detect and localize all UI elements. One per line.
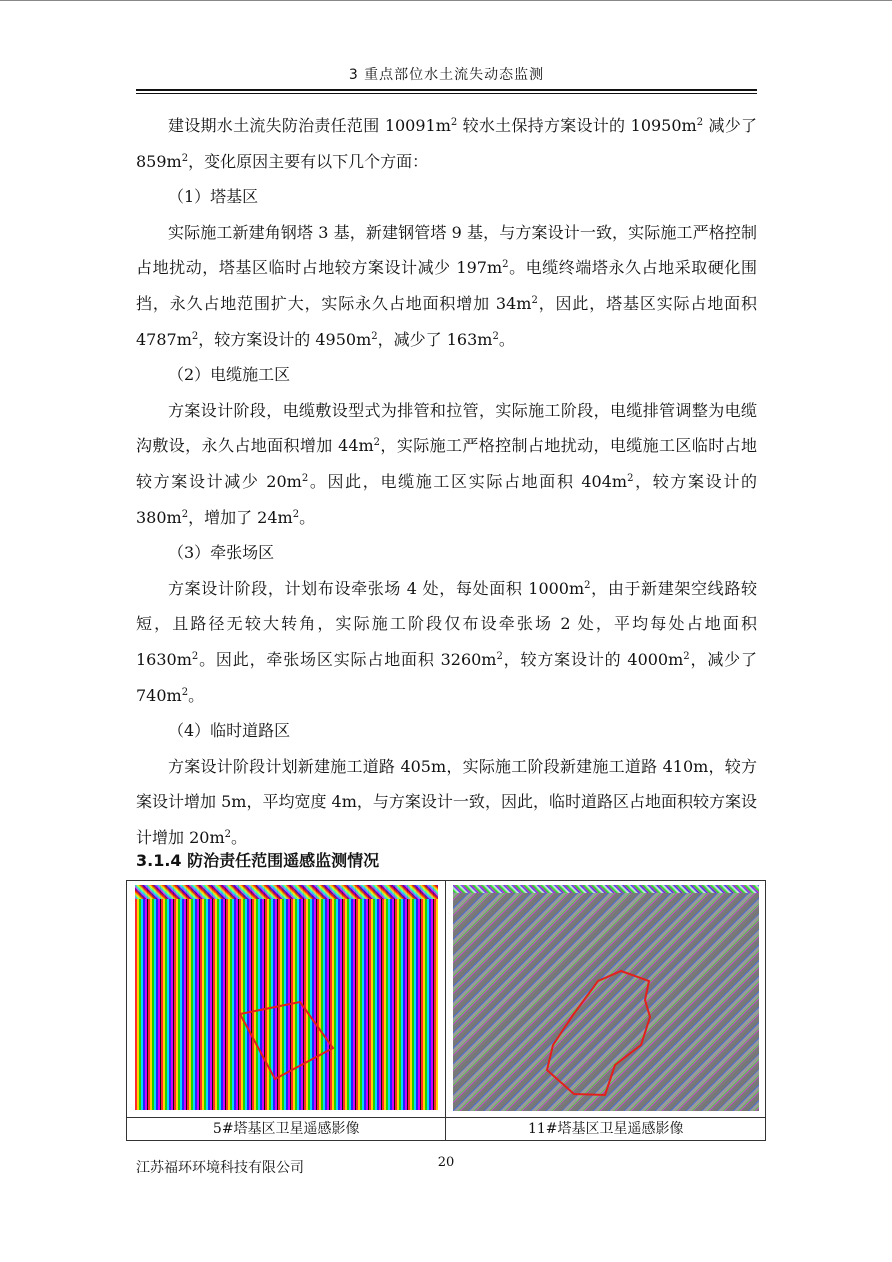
boundary-overlay-11 [453,885,759,1111]
figure-table [126,880,766,1141]
section-title: 3.1.4 防治责任范围遥感监测情况 [136,851,380,870]
figure-cell-5 [127,881,446,1118]
satellite-image-11 [453,885,759,1111]
paragraph-intro: 建设期水土流失防治责任范围 $10091m^2$ 较水土保持方案设计的 $10950m^2$ 减少了 $859m^2$，变化原因主要有以下几个方面： [136,116,757,171]
page-number: 20 [437,1155,455,1170]
subheading-temp-road: （4）临时道路区 [168,721,291,741]
body-text [136,108,757,855]
figure-caption-5: 5#塔基区卫星遥感影像 [127,1118,446,1141]
paragraph-cable-area: 方案设计阶段，电缆敷设型式为排管和拉管，实际施工阶段，电缆排管调整为电缆沟敷设，永久占地面积增加 $44m^2$，实际施工严格控制占地扰动，电缆施工区临时占地较方案设计减少 $20m^2$。因此，电缆施工区实际占地面积 $404m^2$，较方案设计的 $380m^2$，增加了 $24m^2$。 [136,400,757,527]
satellite-image-5 [135,885,438,1110]
header-rule-thin [136,93,757,94]
tower-base-boundary-5 [240,1002,333,1079]
subheading-cable-area: （2）电缆施工区 [168,365,291,385]
header-rule [136,89,757,91]
figure-caption-11: 11#塔基区卫星遥感影像 [446,1118,766,1141]
page-header: 3 重点部位水土流失动态监测 [348,67,545,83]
footer-company: 江苏福环环境科技有限公司 [136,1160,304,1176]
subheading-tower-base: （1）塔基区 [168,187,259,207]
top-border [0,0,892,1]
subheading-tension-field: （3）牵张场区 [168,543,275,563]
paragraph-tension-field: 方案设计阶段，计划布设牵张场 4 处，每处面积 $1000m^2$，由于新建架空线路较短，且路径无较大转角，实际施工阶段仅布设牵张场 2 处，平均每处占地面积 $1630m^2$。因此，牵张场区实际占地面积 $3260m^2$，较方案设计的 $4000m^2$，减少了 $740m^2$。 [136,578,757,705]
paragraph-tower-base: 实际施工新建角钢塔 3 基，新建钢管塔 9 基，与方案设计一致，实际施工严格控制占地扰动，塔基区临时占地较方案设计减少 $197m^2$。电缆终端塔永久占地采取硬化围挡，永久占地范围扩大，实际永久占地面积增加 $34m^2$，因此，塔基区实际占地面积 $4787m^2$，较方案设计的 $4950m^2$，减少了 $163m^2$。 [136,222,757,349]
tower-base-boundary-11 [547,971,650,1095]
paragraph-temp-road: 方案设计阶段计划新建施工道路 405m，实际施工阶段新建施工道路 410m，较方案设计增加 5m，平均宽度 4m，与方案设计一致，因此，临时道路区占地面积较方案设计增加 $20m^2$。 [136,756,757,847]
figure-cell-11 [446,881,766,1118]
boundary-overlay-5 [135,885,438,1110]
